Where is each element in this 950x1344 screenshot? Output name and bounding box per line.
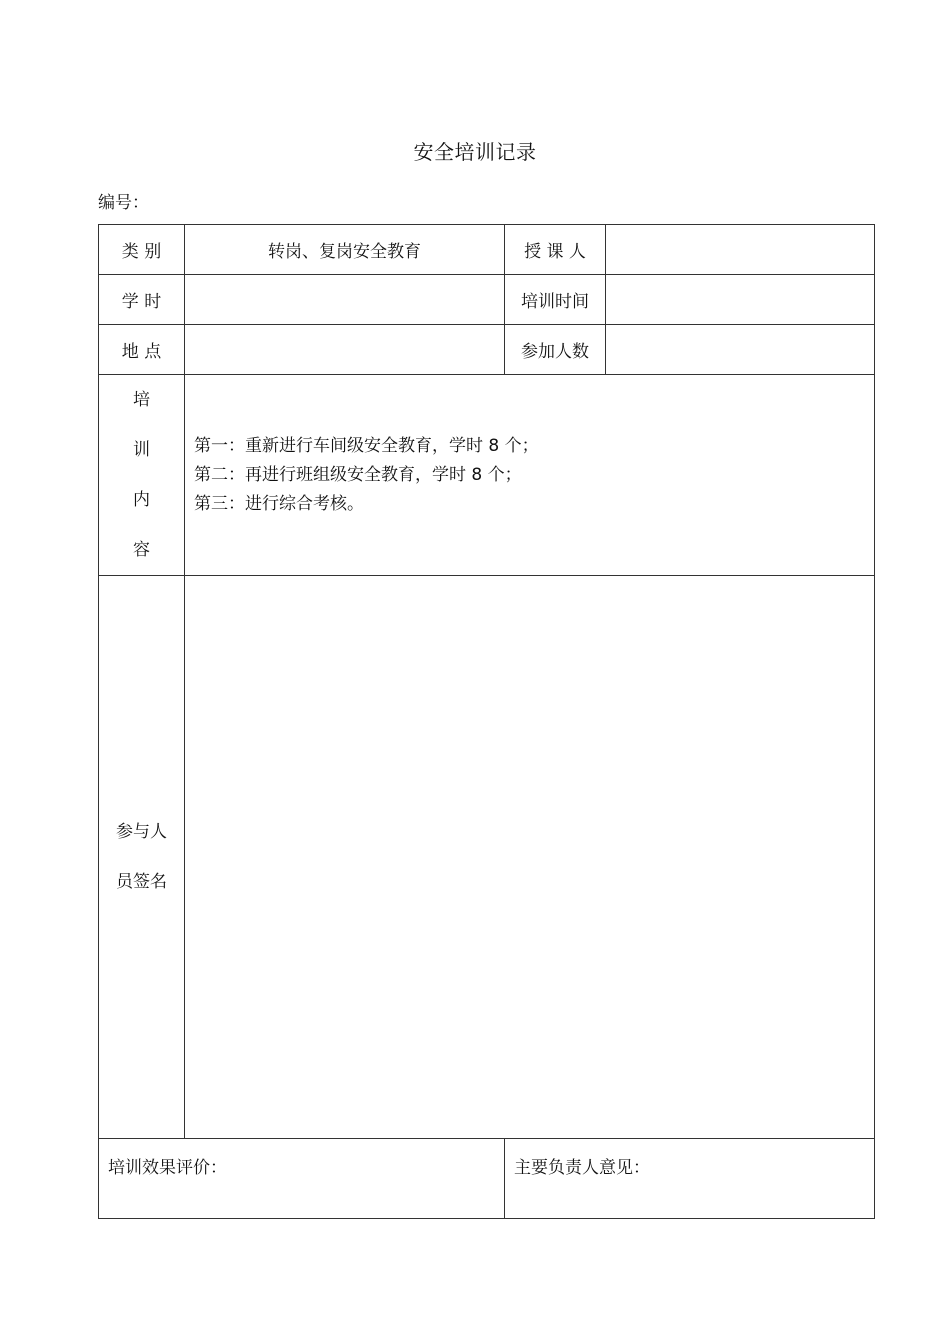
manager-opinion-field[interactable] xyxy=(505,1139,875,1219)
instructor-field[interactable] xyxy=(606,225,875,275)
hours-label: 学 时 xyxy=(99,275,185,325)
training-time-label: 培训时间 xyxy=(505,275,606,325)
table-row xyxy=(99,225,875,275)
table-row xyxy=(99,1139,875,1219)
table-row xyxy=(99,375,875,576)
content-line: 第一：重新进行车间级安全教育，学时 8 个； xyxy=(194,435,539,456)
table-row xyxy=(99,325,875,375)
category-label: 类 别 xyxy=(99,225,185,275)
attendees-field[interactable] xyxy=(606,325,875,375)
location-label: 地 点 xyxy=(99,325,185,375)
content-label-char: 内 xyxy=(133,490,150,510)
category-value: 转岗、复岗安全教育 xyxy=(185,225,505,275)
training-time-field[interactable] xyxy=(606,275,875,325)
hours-field[interactable] xyxy=(185,275,505,325)
content-label-char: 容 xyxy=(133,540,150,560)
content-label-char: 训 xyxy=(133,440,150,460)
signature-label-line: 参与人 xyxy=(116,822,167,842)
signature-label xyxy=(99,576,185,1139)
table-row xyxy=(99,576,875,1139)
training-content-label xyxy=(99,375,185,576)
training-content xyxy=(185,375,875,576)
training-record-table xyxy=(98,224,875,1219)
signature-area[interactable] xyxy=(185,576,875,1139)
serial-number-label: 编号： xyxy=(98,193,149,213)
instructor-label: 授 课 人 xyxy=(505,225,606,275)
location-field[interactable] xyxy=(185,325,505,375)
manager-opinion-label: 主要负责人意见： xyxy=(514,1158,650,1178)
evaluation-label: 培训效果评价： xyxy=(108,1158,227,1178)
evaluation-field[interactable] xyxy=(99,1139,505,1219)
attendees-label: 参加人数 xyxy=(505,325,606,375)
content-line: 第三：进行综合考核。 xyxy=(194,493,364,514)
signature-label-line: 员签名 xyxy=(116,872,167,892)
page-title: 安全培训记录 xyxy=(413,140,537,164)
table-row xyxy=(99,275,875,325)
content-line: 第二：再进行班组级安全教育，学时 8 个； xyxy=(194,464,522,485)
content-label-char: 培 xyxy=(133,390,150,410)
